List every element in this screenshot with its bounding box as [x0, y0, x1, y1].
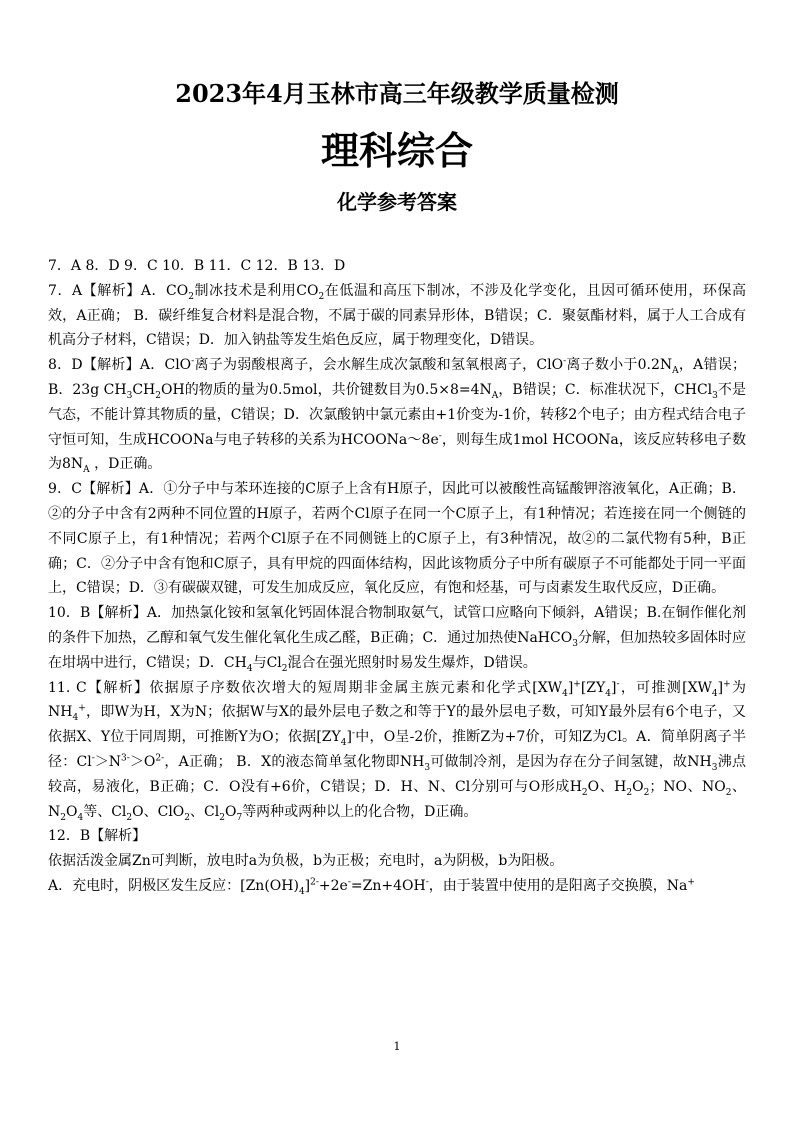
text-run: A．充电时，阴极区发生反应：[Zn(OH) — [48, 877, 299, 894]
text-run: ] — [717, 679, 724, 696]
explanation-paragraph — [48, 849, 746, 874]
answer-key-line: 7．A 8．D 9．C 10．B 11．C 12．B 13．D — [48, 258, 346, 274]
exam-title: 2023年4月玉林市高三年级教学质量检测 — [175, 79, 619, 108]
page-number: 1 — [393, 1040, 401, 1053]
text-run: ] — [346, 729, 352, 746]
superscript: - — [563, 356, 567, 367]
text-run: 离子数小于0.2N — [566, 357, 673, 374]
superscript: + — [723, 678, 731, 689]
subscript: 2 — [281, 663, 288, 674]
subscript: 4 — [72, 713, 79, 724]
subscript: 2 — [188, 291, 194, 302]
text-run: CH — [132, 381, 156, 398]
text-run: O — [65, 803, 78, 820]
superscript: - — [438, 430, 442, 441]
subscript: A — [491, 390, 499, 401]
subscript: 3 — [126, 390, 133, 401]
subscript: 3 — [572, 638, 578, 649]
superscript: 3- — [121, 753, 130, 764]
subscript: 2 — [318, 291, 325, 302]
text-run: 8．D【解析】A．ClO — [48, 357, 192, 374]
text-run: 7．A【解析】A．CO — [48, 282, 189, 299]
text-run: ] — [611, 679, 617, 696]
subscript: 2 — [725, 787, 732, 798]
subscript: 2 — [60, 812, 66, 823]
text-run: ，A正确； B．X的液态简单氢化物即NH — [164, 753, 425, 770]
subject-title: 理科综合 — [320, 129, 473, 173]
text-run: OH的物质的量为0.5mol，共价键数目为0.5×8=4N — [161, 381, 492, 398]
subscript: A — [672, 365, 679, 376]
subscript: 2 — [126, 812, 133, 823]
text-run: ，即W为H，X为N；依据W与X的最外层电子数之和等于Y的最外层电子数，可知Y最外层有6个电子，又依据X、Y位于同周期，可推断Y为O；依据[ZY — [48, 704, 746, 746]
subscript: 4 — [562, 688, 568, 699]
explanation-paragraph — [48, 279, 746, 353]
subscript: 2 — [626, 787, 633, 798]
superscript: - — [91, 753, 95, 764]
subscript: 4 — [605, 688, 611, 699]
text-run: 为NH — [48, 679, 746, 721]
subscript: A — [83, 465, 90, 476]
section-title: 化学参考答案 — [337, 190, 457, 214]
text-run: 等、Cl — [83, 803, 127, 820]
text-run: 中，O呈-2价，推断Z为+7价，可知Z为Cl。A．简单阴离子半径：Cl — [48, 729, 747, 770]
subscript: 7 — [236, 812, 243, 823]
explanation-paragraph — [48, 676, 746, 825]
text-run: ] — [304, 877, 311, 894]
text-run: 10．B【解析】A．加热氯化铵和氢氧化钙固体混合物制取氨气，试管口应略向下倾斜，A错误；B.在铜作催化剂的条件下加热，乙醇和氧气发生催化氧化生成乙醛，B正确；C．通过加热使NaHCO — [48, 605, 746, 646]
subscript: 3 — [424, 762, 431, 773]
subscript: 2 — [184, 812, 191, 823]
superscript: + — [687, 877, 695, 888]
text-run: O — [224, 803, 237, 820]
superscript: - — [425, 877, 429, 888]
text-run: ；NO、NO — [649, 778, 726, 795]
superscript: 2- — [155, 753, 165, 764]
text-run: ，B错误；C．标准状况下，CHCl — [498, 381, 713, 398]
superscript: - — [191, 356, 195, 367]
text-run: O — [632, 778, 644, 795]
text-run: 离子为弱酸根离子，会水解生成次氯酸和氢氧根离子，ClO — [194, 357, 564, 374]
explanation-paragraph — [48, 874, 746, 899]
text-run: 制冰技术是利用CO — [193, 282, 319, 299]
text-run: +2e — [318, 877, 348, 894]
subscript: 4 — [298, 886, 305, 897]
text-run: ，D正确。 — [89, 456, 162, 473]
subscript: 2 — [581, 787, 588, 798]
subscript: 3 — [712, 390, 718, 401]
superscript: - — [616, 678, 620, 689]
text-run: 11. C【解析】依据原子序数依次增大的短周期非金属主族元素和化学式[XW — [48, 679, 563, 696]
text-run: 不是气态，不能计算其物质的量，C错误；D．次氯酸钠中氯元素由+1价变为-1价，转移2个电子；由方程式结合电子守恒可知，生成HCOONa与电子转移的关系为HCOONa～8e — [48, 381, 746, 448]
text-run: ，则每生成1mol HCOONa，该反应转移电子数为8N — [48, 431, 747, 473]
subscript: 4 — [246, 663, 253, 674]
text-run: 依据活泼金属Zn可判断，放电时a为负极，b为正极；充电时，a为阴极，b为阳极。 — [48, 853, 564, 870]
explanation-paragraph — [48, 824, 746, 849]
text-run: 可做制冷剂，是因为存在分子间氢键，故NH — [430, 753, 712, 770]
text-run: ＞N — [94, 753, 122, 770]
superscript: 2- — [310, 877, 319, 888]
subscript: 2 — [643, 787, 650, 798]
text-run: ，A错误；B．23g CH — [48, 357, 746, 398]
superscript: - — [351, 728, 356, 739]
text-run: =Zn+4OH — [350, 877, 426, 894]
subscript: 2 — [155, 390, 161, 401]
text-run: 在低温和高压下制冰，不涉及化学变化，且因可循环使用，环保高效，A正确； B．碳纤维复合材料是混合物，不属于碳的同素异形体，B错误；C．聚氨酯材料，属于人工合成有机高分子材料，C错误；D．加入钠盐等发生焰色反应，属于物理变化，D错误。 — [48, 282, 746, 349]
explanation-paragraph — [48, 353, 746, 477]
superscript: - — [347, 877, 351, 888]
superscript: + — [573, 678, 581, 689]
subscript: 4 — [711, 688, 718, 699]
text-run: ＞O — [129, 753, 156, 770]
superscript: + — [78, 703, 86, 714]
text-run: 混合在强光照射时易发生爆炸，D错误。 — [287, 654, 537, 671]
text-run: 分解，但加热较多固体时应在坩埚中进行，C错误；D．CH — [48, 629, 746, 671]
text-run: 9．C【解析】A．①分子中与苯环连接的C原子上含有H原子，因此可以被酸性高锰酸钾溶液氧化，A正确；B．②的分子中含有2两种不同位置的H原子，若两个Cl原子在同一个C原子上，有1种情况；若连接在同一个侧链的不同C原子上，有1种情况；若两个Cl原子在不同侧链上的C原子上，有3种情况，故②的二氯代物有5种，B正确；C．②分子中含有饱和C原子，具有甲烷的四面体结构，因此该物质分子中所有碳原子不可能都处于同一平面上，C错误；D．③有碳碳双键，可发生加成反应，氧化反应，有饱和烃基，可与卤素发生取代反应，D正确。 — [48, 481, 746, 597]
explanation-paragraph — [48, 477, 746, 601]
answer-content — [48, 254, 746, 899]
subscript: 2 — [219, 812, 225, 823]
text-run: ，由于装置中使用的是阳离子交换膜，Na — [428, 877, 688, 894]
text-run: [ZY — [580, 679, 606, 696]
subscript: 4 — [77, 812, 84, 823]
subscript: 4 — [340, 737, 347, 748]
text-run: 等两种或两种以上的化合物，D正确。 — [242, 803, 478, 820]
text-run: O、H — [587, 778, 627, 795]
text-run: 12．B【解析】 — [48, 828, 147, 845]
explanation-paragraph — [48, 601, 746, 675]
text-run: 沸点较高，易液化，B正确；C．O没有+6价，C错误；D．H、N、Cl分别可与O形成H — [48, 753, 747, 795]
text-run: 、N — [48, 778, 747, 820]
text-run: ] — [567, 679, 574, 696]
subscript: 3 — [711, 762, 718, 773]
text-run: O、ClO — [132, 803, 185, 820]
text-run: ，可推测[XW — [619, 679, 712, 696]
text-run: 、Cl — [190, 803, 220, 820]
text-run: 与Cl — [252, 654, 282, 671]
